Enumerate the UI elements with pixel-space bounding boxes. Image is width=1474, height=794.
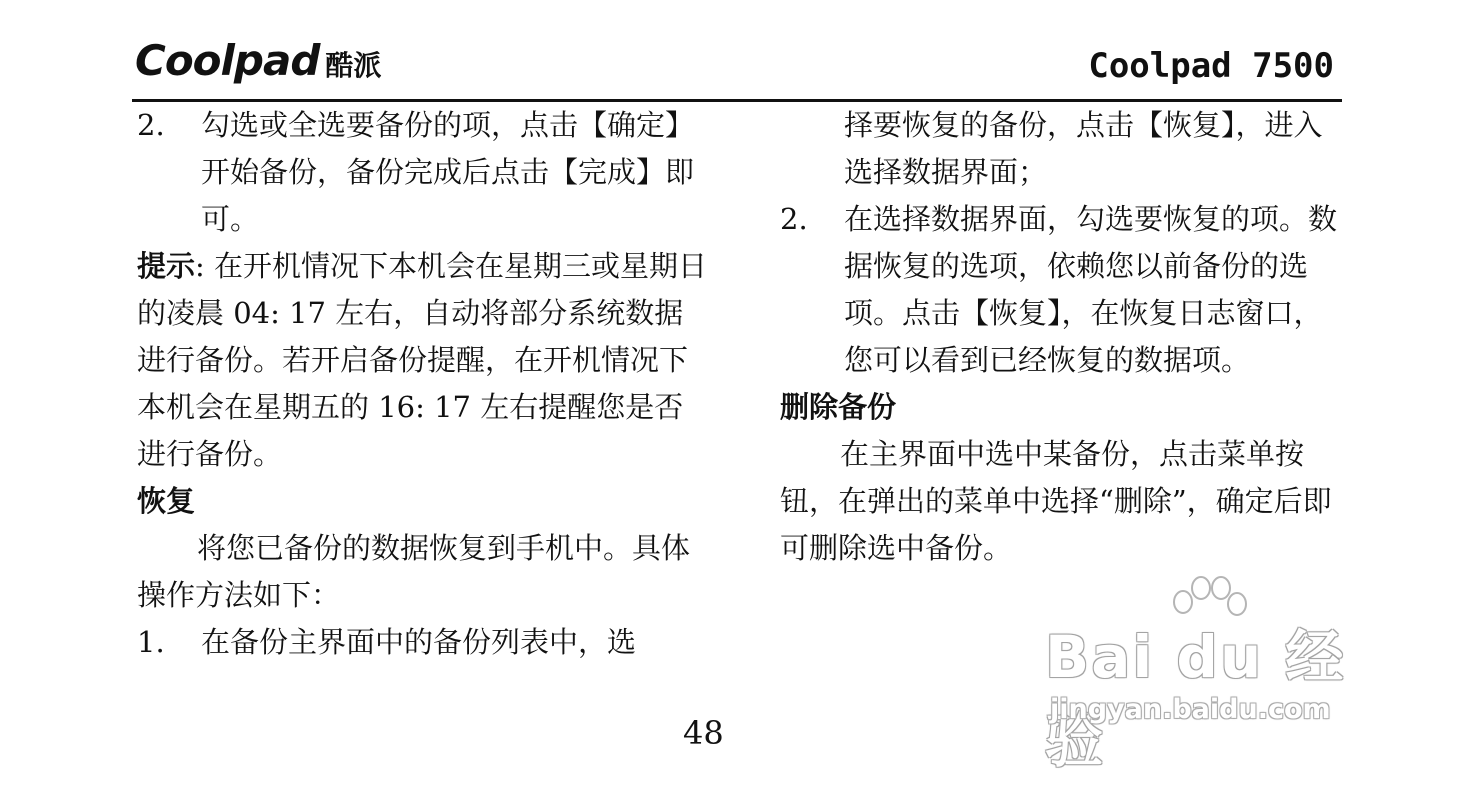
tip-paragraph xyxy=(137,243,707,478)
restore-intro: 将您已备份的数据恢复到手机中。具体操作方法如下： xyxy=(137,531,691,612)
step-number: 2. xyxy=(780,202,808,236)
step-number: 1. xyxy=(137,625,165,659)
watermark-logo-text: Bai du 经验 xyxy=(1045,623,1346,775)
brand-name-latin: Coolpad xyxy=(135,36,320,85)
right-column xyxy=(780,102,1350,572)
step-2-backup xyxy=(137,102,707,243)
page-number: 48 xyxy=(683,714,724,752)
delete-backup-text: 在主界面中选中某备份，点击菜单按钮，在弹出的菜单中选择“删除”，确定后即可删除选中备份。 xyxy=(780,437,1332,565)
tip-text: : 在开机情况下本机会在星期三或星期日的凌晨 04: 17 左右，自动将部分系统数据进行备份。若开启备份提醒，在开机情况下本机会在星期五的 16: 17 左右提醒您是否进行备份。 xyxy=(137,249,708,471)
step-text: 勾选或全选要备份的项，点击【确定】开始备份，备份完成后点击【完成】即可。 xyxy=(201,108,695,236)
step-number: 2. xyxy=(137,108,165,142)
step-2-restore xyxy=(780,196,1350,384)
watermark-url: jingyan.baidu.com xyxy=(1050,694,1331,725)
delete-backup-heading: 删除备份 xyxy=(780,390,897,424)
tip-label: 提示 xyxy=(137,249,196,283)
model-name: Coolpad 7500 xyxy=(1088,46,1334,86)
brand-name-cjk: 酷派 xyxy=(325,49,382,82)
baidu-watermark xyxy=(1045,582,1385,775)
restore-heading: 恢复 xyxy=(137,484,196,518)
step-1-continued: 择要恢复的备份，点击【恢复】，进入选择数据界面； xyxy=(844,108,1323,189)
step-text: 在选择数据界面，勾选要恢复的项。数据恢复的选项，依赖您以前备份的选项。点击【恢复】，在恢复日志窗口，您可以看到已经恢复的数据项。 xyxy=(844,202,1338,377)
brand-logo xyxy=(135,36,381,86)
step-1-restore xyxy=(137,619,707,666)
step-text: 在备份主界面中的备份列表中，选 xyxy=(201,625,637,659)
left-column xyxy=(137,102,707,666)
